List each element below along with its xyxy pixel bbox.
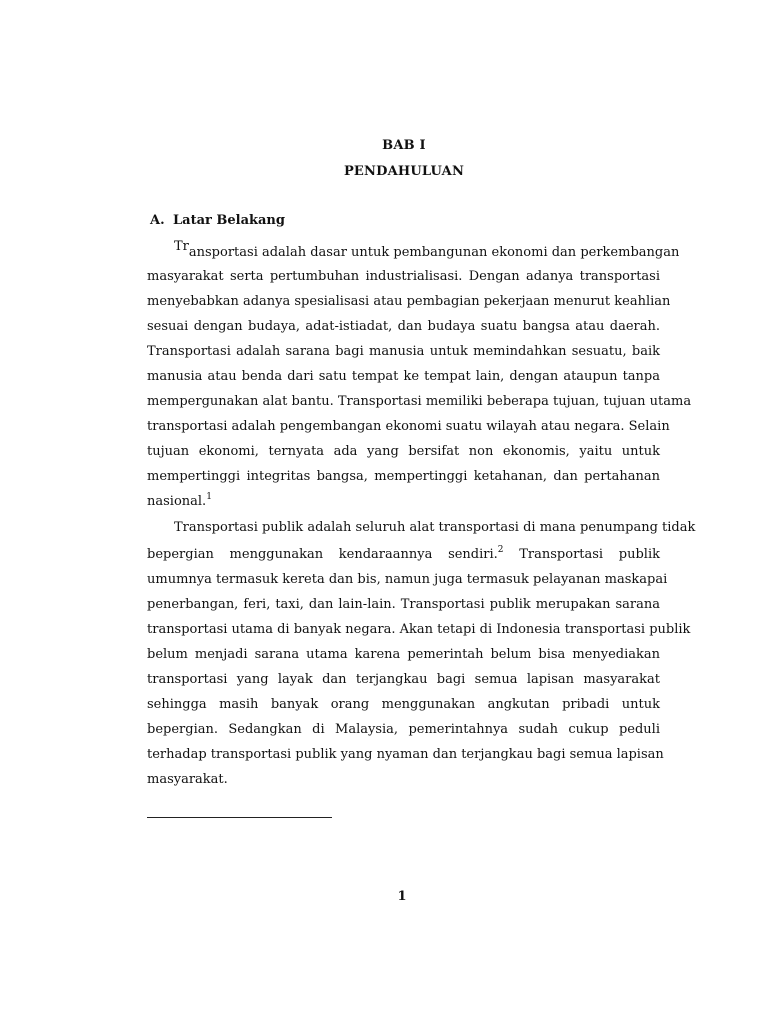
paragraph-line: tujuan ekonomi, ternyata ada yang bersifat non ekonomis, yaitu untuk xyxy=(147,444,660,459)
line-text: nasional. xyxy=(147,494,207,509)
paragraph-line: belum menjadi sarana utama karena pemerintah belum bisa menyediakan xyxy=(147,647,660,662)
chapter-title: PENDAHULUAN xyxy=(343,164,465,179)
line-text: ansportasi adalah dasar untuk pembangunan ekonomi dan perkembangan xyxy=(188,245,680,260)
paragraph-line: penerbangan, feri, taxi, dan lain-lain. Transportasi publik merupakan sarana xyxy=(147,597,660,612)
footnote-separator xyxy=(147,817,332,818)
paragraph-line: manusia atau benda dari satu tempat ke tempat lain, dengan ataupun tanpa xyxy=(147,369,660,384)
chapter-number: BAB I xyxy=(382,138,426,153)
paragraph-line xyxy=(147,491,660,510)
paragraph-line: menyebabkan adanya spesialisasi atau pembagian pekerjaan menurut keahlian xyxy=(147,294,671,309)
paragraph-line: transportasi adalah pengembangan ekonomi suatu wilayah atau negara. Selain xyxy=(147,419,670,434)
paragraph-line: masyarakat. xyxy=(147,772,228,787)
line-text: bepergian menggunakan kendaraannya sendiri. xyxy=(147,547,498,562)
paragraph-line: terhadap transportasi publik yang nyaman dan terjangkau bagi semua lapisan xyxy=(147,747,664,762)
section-letter: A. xyxy=(150,213,165,228)
section-heading xyxy=(150,213,285,228)
paragraph-line: bepergian. Sedangkan di Malaysia, pemerintahnya sudah cukup peduli xyxy=(147,722,660,737)
page-number: 1 xyxy=(397,889,407,904)
paragraph-line: masyarakat serta pertumbuhan industrialisasi. Dengan adanya transportasi xyxy=(147,269,660,284)
footnote-reference[interactable]: 2 xyxy=(497,544,504,555)
footnote-reference[interactable]: 1 xyxy=(206,491,212,502)
paragraph-line: umumnya termasuk kereta dan bis, namun juga termasuk pelayanan maskapai xyxy=(147,572,668,587)
paragraph-line: sehingga masih banyak orang menggunakan angkutan pribadi untuk xyxy=(147,697,660,712)
dropcap: Tr xyxy=(174,239,189,254)
paragraph-line: transportasi yang layak dan terjangkau bagi semua lapisan masyarakat xyxy=(147,672,660,687)
paragraph-line xyxy=(174,239,680,261)
paragraph-line: Transportasi adalah sarana bagi manusia untuk memindahkan sesuatu, baik xyxy=(147,344,660,359)
paragraph-line: sesuai dengan budaya, adat-istiadat, dan budaya suatu bangsa atau daerah. xyxy=(147,319,660,334)
paragraph-line: mempertinggi integritas bangsa, mempertinggi ketahanan, dan pertahanan xyxy=(147,469,660,484)
section-title: Latar Belakang xyxy=(173,213,285,228)
paragraph-line: transportasi utama di banyak negara. Akan tetapi di Indonesia transportasi publik xyxy=(147,622,691,637)
paragraph-line: Transportasi publik adalah seluruh alat transportasi di mana penumpang tidak xyxy=(174,520,696,535)
line-text: Transportasi publik xyxy=(503,547,660,562)
paragraph-line: mempergunakan alat bantu. Transportasi memiliki beberapa tujuan, tujuan utama xyxy=(147,394,692,409)
paragraph-line xyxy=(147,544,660,563)
